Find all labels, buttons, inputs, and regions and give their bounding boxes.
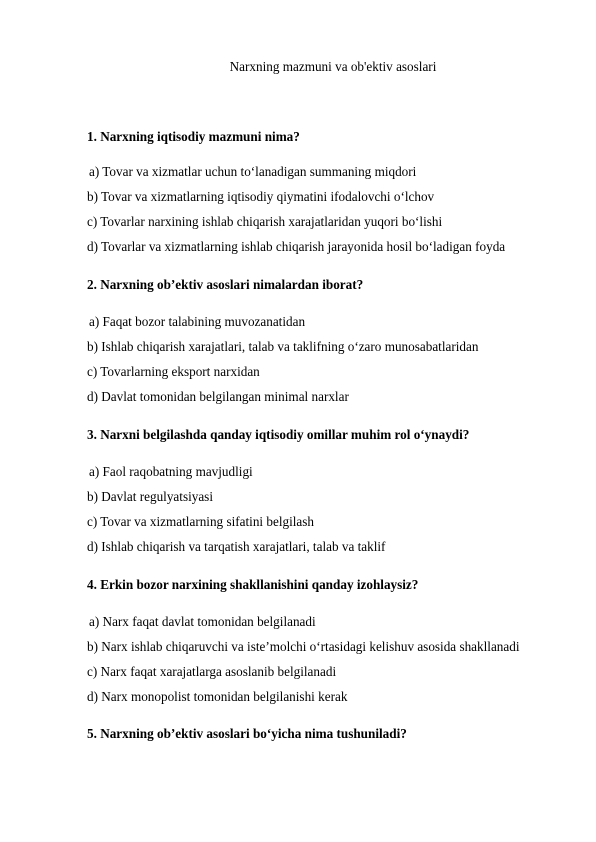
question-3-option-b: b) Davlat regulyatsiyasi bbox=[87, 489, 213, 504]
question-4-option-a: a) Narx faqat davlat tomonidan belgilanadi bbox=[89, 614, 316, 629]
question-3: 3. Narxni belgilashda qanday iqtisodiy omillar muhim rol o‘ynaydi? bbox=[87, 427, 470, 442]
document-title: Narxning mazmuni va ob'ektiv asoslari bbox=[229, 59, 437, 74]
question-1-option-c: c) Tovarlar narxining ishlab chiqarish xarajatlaridan yuqori bo‘lishi bbox=[87, 214, 443, 229]
question-3-option-c: c) Tovar va xizmatlarning sifatini belgilash bbox=[87, 514, 314, 529]
question-4-option-d: d) Narx monopolist tomonidan belgilanishi kerak bbox=[87, 689, 348, 704]
question-1-option-d: d) Tovarlar va xizmatlarning ishlab chiqarish jarayonida hosil bo‘ladigan foyda bbox=[87, 239, 506, 254]
question-2-option-d: d) Davlat tomonidan belgilangan minimal narxlar bbox=[87, 389, 349, 404]
question-5: 5. Narxning ob’ektiv asoslari bo‘yicha nima tushuniladi? bbox=[87, 726, 407, 741]
question-4-option-c: c) Narx faqat xarajatlarga asoslanib belgilanadi bbox=[87, 664, 337, 679]
question-1-option-b: b) Tovar va xizmatlarning iqtisodiy qiymatini ifodalovchi o‘lchov bbox=[87, 189, 435, 204]
question-3-option-a: a) Faol raqobatning mavjudligi bbox=[89, 464, 253, 479]
question-2-option-a: a) Faqat bozor talabining muvozanatidan bbox=[89, 314, 306, 329]
question-1: 1. Narxning iqtisodiy mazmuni nima? bbox=[87, 129, 300, 144]
question-4-option-b: b) Narx ishlab chiqaruvchi va iste’molchi o‘rtasidagi kelishuv asosida shakllanadi bbox=[87, 639, 520, 654]
question-2-option-c: c) Tovarlarning eksport narxidan bbox=[87, 364, 260, 379]
question-2: 2. Narxning ob’ektiv asoslari nimalardan iborat? bbox=[87, 277, 364, 292]
question-4: 4. Erkin bozor narxining shakllanishini qanday izohlaysiz? bbox=[87, 577, 419, 592]
question-1-option-a: a) Tovar va xizmatlar uchun to‘lanadigan summaning miqdori bbox=[89, 164, 417, 179]
question-3-option-d: d) Ishlab chiqarish va tarqatish xarajatlari, talab va taklif bbox=[87, 539, 386, 554]
question-2-option-b: b) Ishlab chiqarish xarajatlari, talab va taklifning o‘zaro munosabatlaridan bbox=[87, 339, 479, 354]
